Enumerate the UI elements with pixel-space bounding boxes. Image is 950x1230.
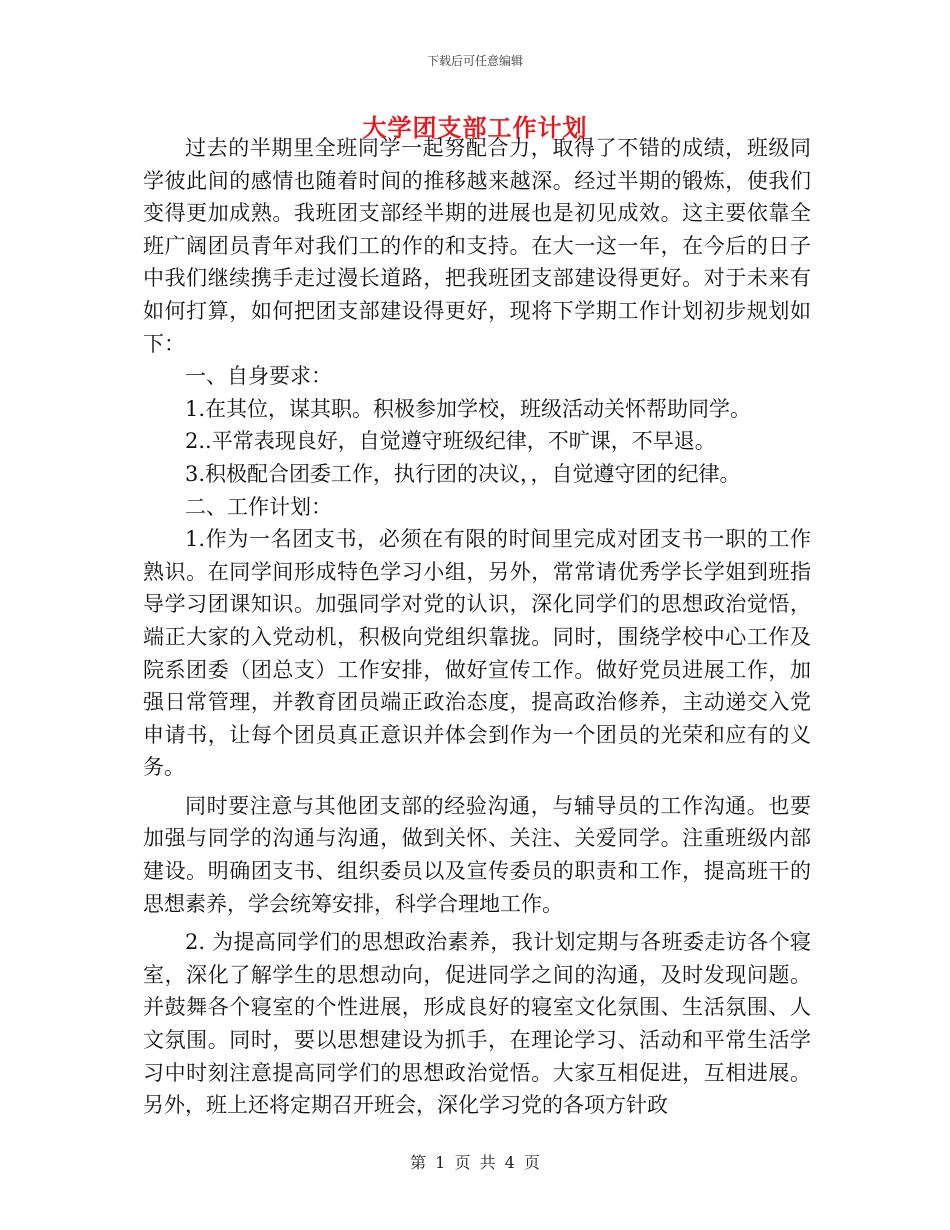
document-body xyxy=(143,132,811,1122)
list-item: 3.积极配合团委工作，执行团的决议，，自觉遵守团的纪律。 xyxy=(185,461,741,486)
header-note: 下载后可任意编辑 xyxy=(426,54,523,68)
intro-paragraph: 过去的半期里全班同学一起努配合力，取得了不错的成绩，班级同学彼此间的感情也随着时间的推移越来越深。经过半期的锻炼，使我们变得更加成熟。我班团支部经半期的进展也是初见成效。这主要依靠全班广阔团员青年对我们工的作的和支持。在大一这一年，在今后的日子中我们继续携手走过漫长道路，把我班团支部建设得更好。对于未来有如何打算，如何把团支部建设得更好，现将下学期工作计划初步规划如下： xyxy=(143,136,811,356)
body-paragraph: 2. 为提高同学们的思想政治素养，我计划定期与各班委走访各个寝室，深化了解学生的思想动向，促进同学之间的沟通，及时发现问题。并鼓舞各个寝室的个性进展，形成良好的寝室文化氛围、生活氛围、人文氛围。同时，要以思想建设为抓手，在理论学习、活动和平常生活学习中时刻注意提高同学们的思想政治觉悟。大家互相促进，互相进展。 另外，班上还将定期召开班会，深化学习党的各项方针政 xyxy=(143,930,811,1118)
page-number-footer: 第 1 页 共 4 页 xyxy=(410,1153,540,1172)
section-heading-self-requirements: 一、自身要求： xyxy=(185,364,332,389)
body-paragraph: 同时要注意与其他团支部的经验沟通，与辅导员的工作沟通。也要加强与同学的沟通与沟通，做到关怀、关注、关爱同学。注重班级内部建设。明确团支书、组织委员以及宣传委员的职责和工作，提高班干的思想素养，学会统筹安排，科学合理地工作。 xyxy=(143,793,811,916)
list-item: 1.在其位，谋其职。积极参加学校，班级活动关怀帮助同学。 xyxy=(185,396,752,421)
document-title: 大学团支部工作计划 xyxy=(362,113,588,142)
section-heading-work-plan: 二、工作计划： xyxy=(185,494,332,519)
list-item: 2..平常表现良好，自觉遵守班级纪律，不旷课，不早退。 xyxy=(185,429,716,454)
body-paragraph: 1.作为一名团支书，必须在有限的时间里完成对团支书一职的工作熟识。在同学间形成特色学习小组，另外，常常请优秀学长学姐到班指导学习团课知识。加强同学对党的认识，深化同学们的思想政治觉悟，端正大家的入党动机，积极向党组织靠拢。同时，围绕学校中心工作及院系团委（团总支）工作安排，做好宣传工作。做好党员进展工作，加强日常管理，并教育团员端正政治态度，提高政治修养，主动递交入党申请书，让每个团员真正意识并体会到作为一个团员的光荣和应有的义务。 xyxy=(143,527,811,780)
